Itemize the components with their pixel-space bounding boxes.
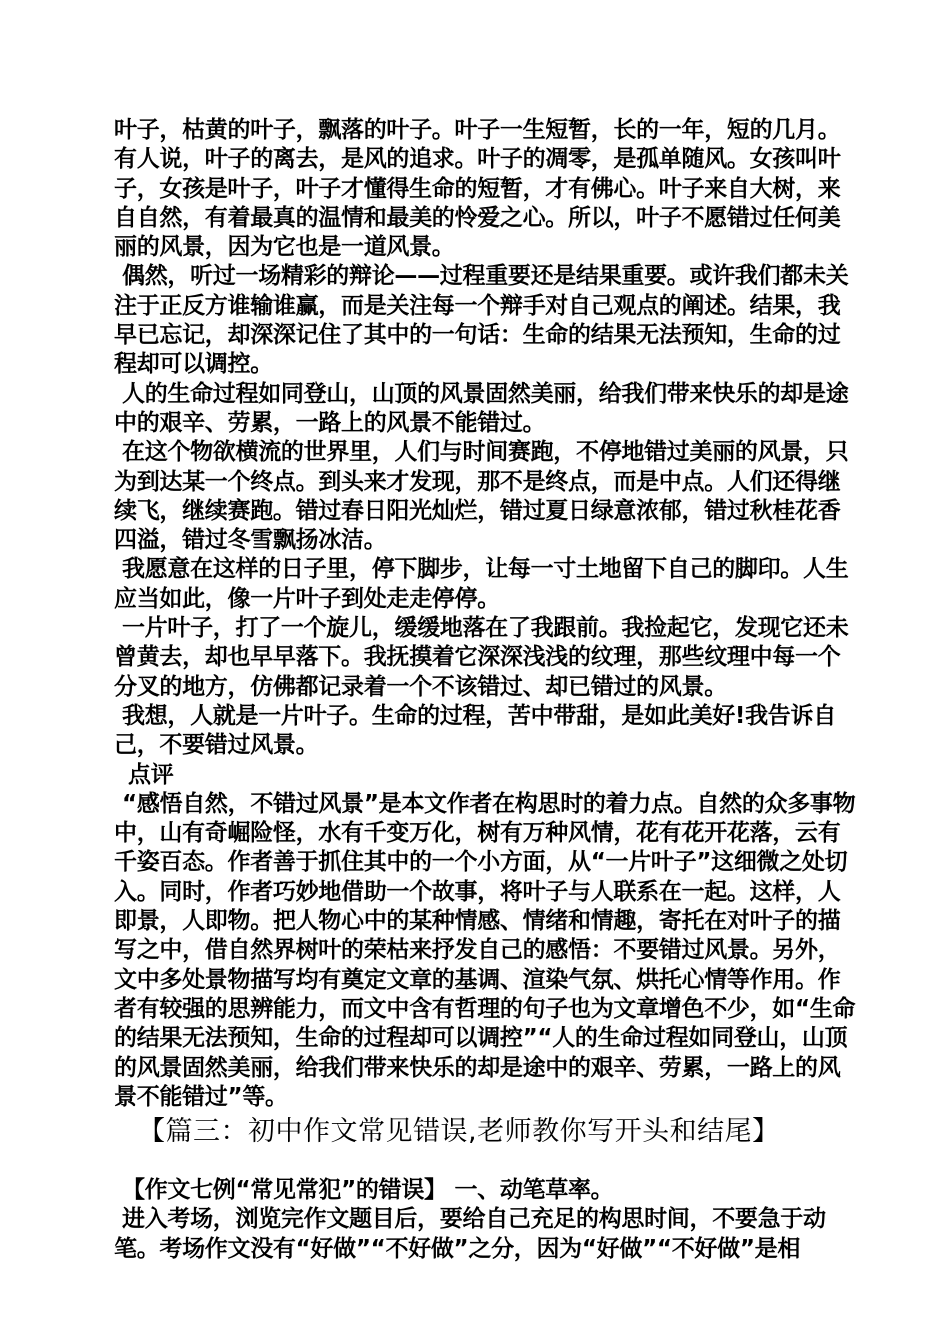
paragraph-footprints: 我愿意在这样的日子里，停下脚步，让每一寸土地留下自己的脚印。人生应当如此，像一片叶子到处走走停停。	[114, 556, 849, 612]
paragraph-falling-leaf: 一片叶子，打了一个旋儿，缓缓地落在了我跟前。我捡起它，发现它还未曾黄去，却也早早落下。我抚摸着它深深浅浅的纹理，那些纹理中每一个分叉的地方，仿佛都记录着一个不该错过、却已错过的风景。	[114, 615, 849, 700]
subsection-heading: 【作文七例“常见常犯”的错误】 一、动笔草率。	[122, 1177, 614, 1204]
comment-body: “感悟自然，不错过风景”是本文作者在构思时的着力点。自然的众多事物中，山有奇崛险怪，水有千变万化，树有万种风情，花有花开花落，云有千姿百态。作者善于抓住其中的一个小方面，从“一片叶子”这细微之处切入。同时，作者巧妙地借助一个故事，将叶子与人联系在一起。这样，人即景，人即物。把人物心中的某种情感、情绪和情趣，寄托在对叶子的描写之中，借自然界树叶的荣枯来抒发自己的感悟：不要错过风景。另外，文中多处景物描写均有奠定文章的基调、渲染气氛、烘托心情等作用。作者有较强的思辨能力，而文中含有哲理的句子也为文章增色不少，如“生命的结果无法预知，生命的过程却可以调控”“人的生命过程如同登山，山顶的风景固然美丽，给我们带来快乐的却是途中的艰辛、劳累，一路上的风景不能错过”等。	[114, 790, 856, 1110]
section-spacer	[114, 1150, 856, 1176]
paragraph-conclusion: 我想，人就是一片叶子。生命的过程，苦中带甜，是如此美好!我告诉自己，不要错过风景。	[114, 702, 836, 759]
final-paragraph: 进入考场，浏览完作文题目后，要给自己充足的构思时间，不要急于动笔。考场作文没有“好做”“不好做”之分，因为“好做”“不好做”是相	[114, 1206, 826, 1262]
section-title: 【篇三：初中作文常见错误,老师教你写开头和结尾】	[138, 1116, 780, 1148]
comment-title: 点评	[128, 761, 174, 788]
paragraph-climbing: 人的生命过程如同登山，山顶的风景固然美丽，给我们带来快乐的却是途中的艰辛、劳累，一路上的风景不能错过。	[114, 380, 849, 436]
document-body	[114, 116, 856, 1264]
paragraph-world: 在这个物欲横流的世界里，人们与时间赛跑，不停地错过美丽的风景，只为到达某一个终点。到头来才发现，那不是终点，而是中点。人们还得继续飞，继续赛跑。错过春日阳光灿烂，错过夏日绿意浓郁，错过秋桂花香四溢，错过冬雪飘扬冰洁。	[114, 439, 849, 554]
paragraph-leaf-intro: 叶子，枯黄的叶子，飘落的叶子。叶子一生短暂，长的一年，短的几月。有人说，叶子的离去，是风的追求。叶子的凋零，是孤单随风。女孩叫叶子，女孩是叶子，叶子才懂得生命的短暂，才有佛心。叶子来自大树，来自自然，有着最真的温情和最美的怜爱之心。所以，叶子不愿错过任何美丽的风景，因为它也是一道风景。	[114, 117, 841, 261]
paragraph-debate: 偶然，听过一场精彩的辩论——过程重要还是结果重要。或许我们都未关注于正反方谁输谁赢，而是关注每一个辩手对自己观点的阐述。结果，我早已忘记，却深深记住了其中的一句话：生命的结果无法预知，生命的过程却可以调控。	[114, 263, 849, 378]
